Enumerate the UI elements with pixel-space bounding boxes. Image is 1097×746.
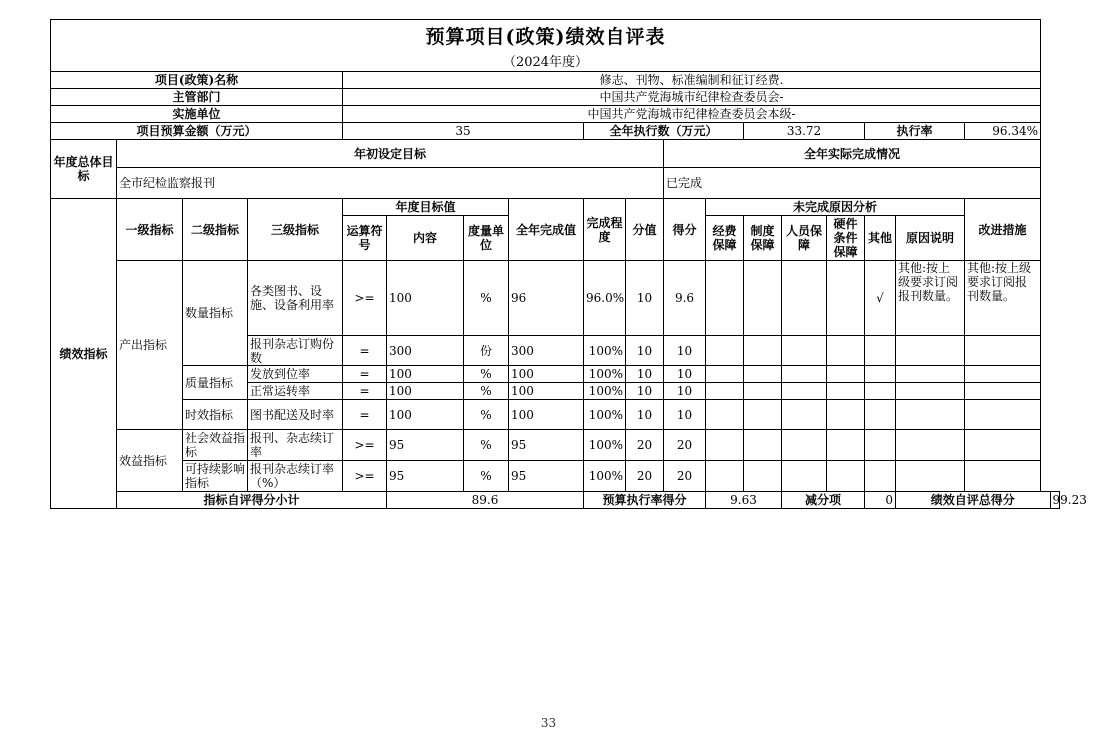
rate-cell: 100% [584,336,626,366]
exec-rate-label: 执行率 [865,123,965,140]
unit-cell: % [464,383,509,400]
value-cell: 10 [626,261,664,336]
budget-score-label: 预算执行率得分 [584,492,706,509]
done-cell: 100 [509,366,584,383]
timeliness-indicator: 时效指标 [183,400,248,430]
reason-explain-header: 原因说明 [896,216,965,261]
total-score-label: 绩效自评总得分 [896,492,1051,509]
done-cell: 300 [509,336,584,366]
value-cell: 20 [626,430,664,461]
level3-cell: 各类图书、设施、设备利用率 [248,261,343,336]
explain-cell: 其他:按上级要求订阅报刊数量。 [896,261,965,336]
self-evaluation-table [50,19,1087,509]
year-subtitle: （2024年度） [51,54,1041,72]
score-value-header: 分值 [626,199,664,261]
budget-value: 35 [343,123,584,140]
operator-cell: >= [343,461,387,492]
self-subtotal-value: 89.6 [387,492,584,509]
exec-amount-label: 全年执行数（万元） [584,123,744,140]
total-score-value: 99.23 [1050,492,1060,509]
page-title: 预算项目(政策)绩效自评表 [51,20,1041,55]
exec-amount-value: 33.72 [744,123,865,140]
score-cell: 9.6 [664,261,706,336]
operator-cell: = [343,400,387,430]
content-cell: 100 [387,400,464,430]
table-row [51,461,1060,492]
social-indicator: 社会效益指标 [183,430,248,461]
content-cell: 100 [387,383,464,400]
level3-cell: 报刊杂志订购份数 [248,336,343,366]
deduction-label: 减分项 [782,492,865,509]
operator-cell: = [343,383,387,400]
content-cell: 100 [387,261,464,336]
level3-cell: 发放到位率 [248,366,343,383]
value-cell: 10 [626,366,664,383]
quantity-indicator: 数量指标 [183,261,248,366]
project-name-label: 项目(政策)名称 [51,72,343,89]
budget-label: 项目预算金额（万元） [51,123,343,140]
annual-done-header: 全年完成值 [509,199,584,261]
value-cell: 10 [626,336,664,366]
page-number: 33 [540,716,557,730]
completion-header: 完成程度 [584,199,626,261]
score-cell: 20 [664,461,706,492]
score-header: 得分 [664,199,706,261]
output-indicator: 产出指标 [117,261,183,430]
quality-indicator: 质量指标 [183,366,248,400]
level3-cell: 报刊杂志续订率（%） [248,461,343,492]
rate-cell: 100% [584,383,626,400]
reason-hardware-header: 硬件条件保障 [827,216,865,261]
table-row [51,430,1060,461]
sustain-indicator: 可持续影响指标 [183,461,248,492]
other-check: √ [865,261,896,336]
unit-cell: 份 [464,336,509,366]
score-cell: 10 [664,400,706,430]
unit-cell: % [464,366,509,383]
project-name-value: 修志、刊物、标准编制和征订经费. [343,72,1041,89]
table-row [51,261,1060,336]
rate-cell: 100% [584,400,626,430]
level3-cell: 报刊、杂志续订率 [248,430,343,461]
annual-goal-label: 年度总体目标 [51,140,117,199]
score-cell: 10 [664,383,706,400]
rate-cell: 100% [584,366,626,383]
content-cell: 100 [387,366,464,383]
rate-cell: 100% [584,461,626,492]
done-cell: 100 [509,400,584,430]
score-cell: 10 [664,336,706,366]
value-cell: 10 [626,400,664,430]
dept-label: 主管部门 [51,89,343,106]
value-cell: 10 [626,383,664,400]
done-cell: 100 [509,383,584,400]
reason-system-header: 制度保障 [744,216,782,261]
target-value-header: 年度目标值 [343,199,509,216]
score-cell: 20 [664,430,706,461]
budget-score-value: 9.63 [706,492,782,509]
unit-cell: % [464,430,509,461]
unit-cell: % [464,461,509,492]
done-cell: 95 [509,430,584,461]
improve-header: 改进措施 [965,199,1041,261]
done-cell: 95 [509,461,584,492]
initial-goal-value: 全市纪检监察报刊 [117,168,664,199]
benefit-indicator: 效益指标 [117,430,183,492]
level3-cell: 正常运转率 [248,383,343,400]
value-cell: 20 [626,461,664,492]
operator-cell: = [343,366,387,383]
unit-cell: % [464,261,509,336]
improve-cell: 其他:按上级要求订阅报刊数量。 [965,261,1041,336]
perf-indicators-label: 绩效指标 [51,199,117,509]
exec-rate-value: 96.34% [965,123,1041,140]
reason-staff-header: 人员保障 [782,216,827,261]
rate-cell: 100% [584,430,626,461]
content-header: 内容 [387,216,464,261]
operator-header: 运算符号 [343,216,387,261]
score-cell: 10 [664,366,706,383]
dept-value: 中国共产党海城市纪律检查委员会- [343,89,1041,106]
level3-cell: 图书配送及时率 [248,400,343,430]
operator-cell: = [343,336,387,366]
level1-header: 一级指标 [117,199,183,261]
rate-cell: 96.0% [584,261,626,336]
operator-cell: >= [343,261,387,336]
deduction-value: 0 [865,492,896,509]
content-cell: 95 [387,430,464,461]
unit-value: 中国共产党海城市纪律检查委员会本级- [343,106,1041,123]
reason-fund-header: 经费保障 [706,216,744,261]
self-subtotal-label: 指标自评得分小计 [117,492,387,509]
done-cell: 96 [509,261,584,336]
content-cell: 300 [387,336,464,366]
table-row [51,400,1060,430]
actual-header: 全年实际完成情况 [664,140,1041,168]
table-row [51,366,1060,383]
initial-goal-header: 年初设定目标 [117,140,664,168]
reason-other-header: 其他 [865,216,896,261]
level2-header: 二级指标 [183,199,248,261]
reason-analysis-header: 未完成原因分析 [706,199,965,216]
actual-value: 已完成 [664,168,1041,199]
unit-label: 实施单位 [51,106,343,123]
unit-cell: % [464,400,509,430]
level3-header: 三级指标 [248,199,343,261]
content-cell: 95 [387,461,464,492]
operator-cell: >= [343,430,387,461]
unit-measure-header: 度量单位 [464,216,509,261]
